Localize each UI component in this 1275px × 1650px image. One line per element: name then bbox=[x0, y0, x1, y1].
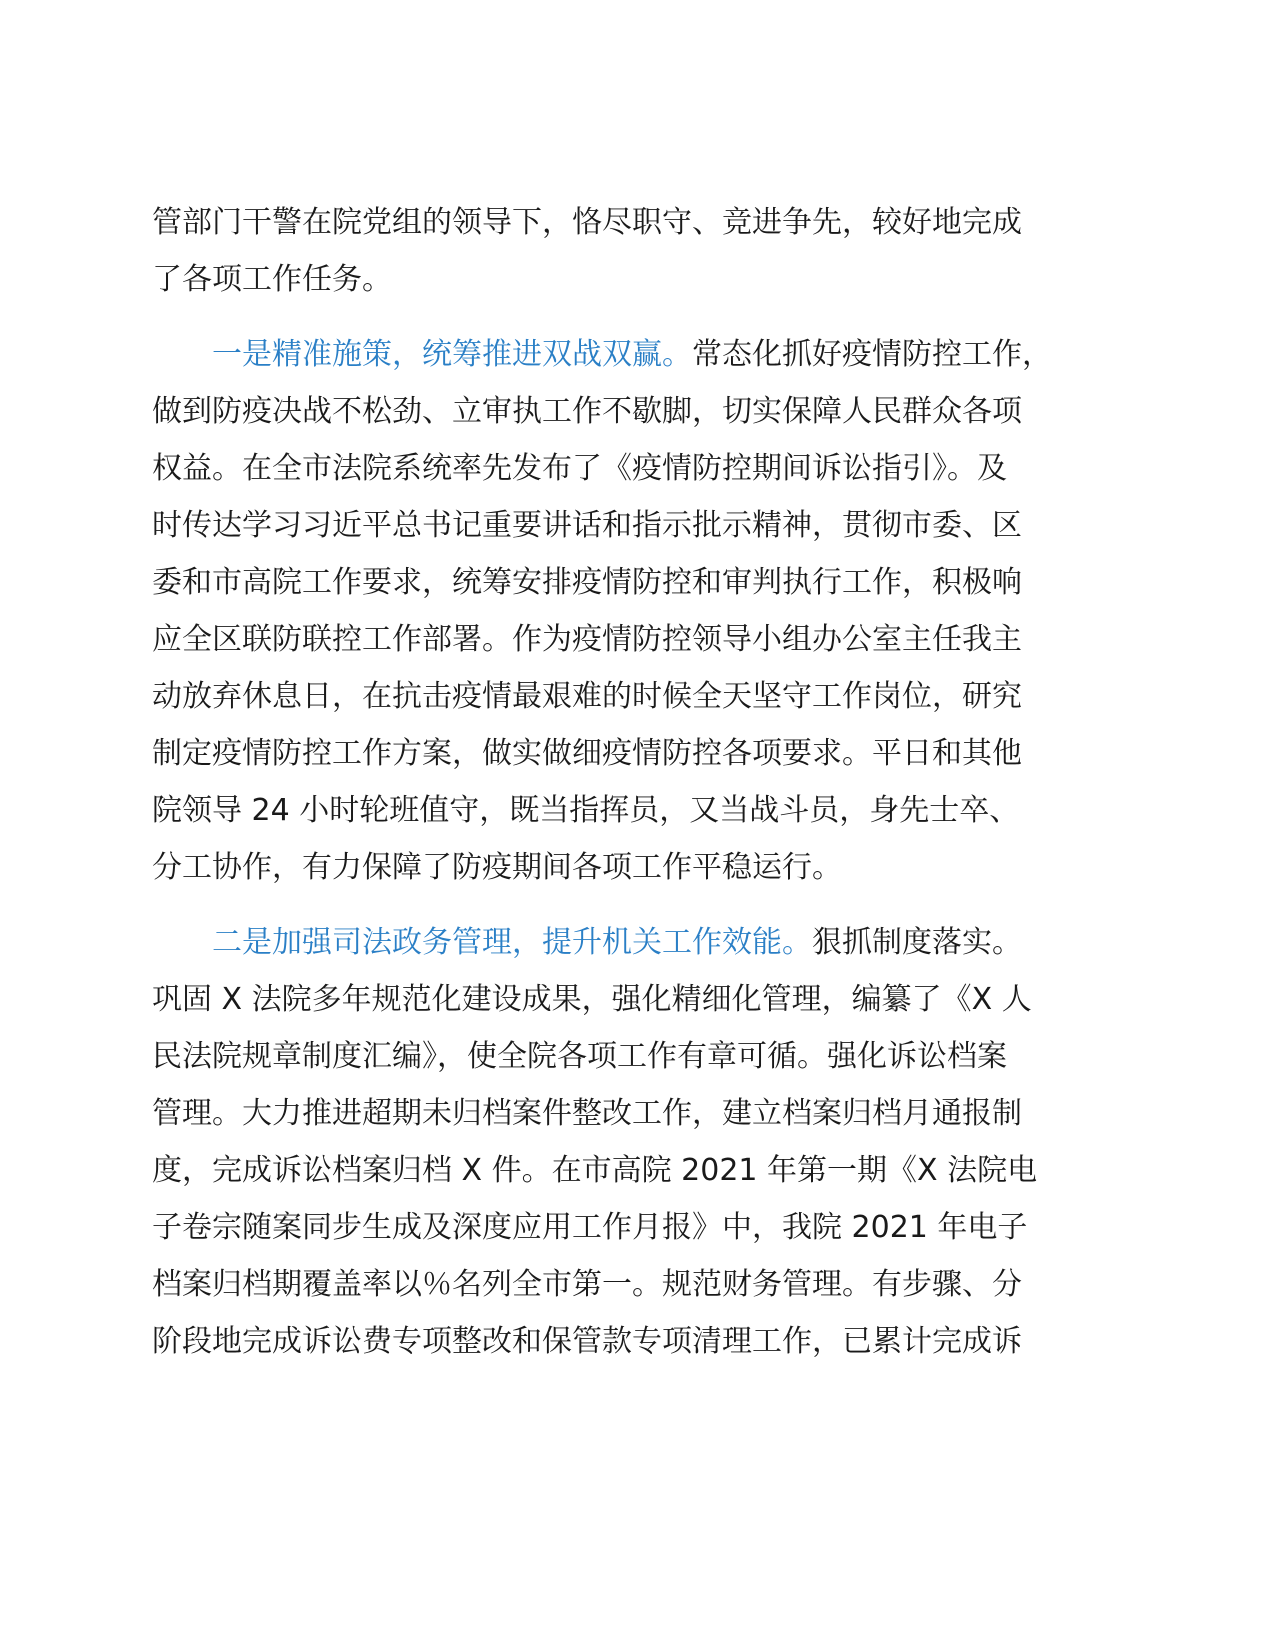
text-line: 分工协作，有力保障了防疫期间各项工作平稳运行。 bbox=[152, 850, 842, 885]
text-line: 管理。大力推进超期未归档案件整改工作，建立档案归档月通报制 bbox=[152, 1096, 1022, 1131]
text-line: 档案归档期覆盖率以％名列全市第一。规范财务管理。有步骤、分 bbox=[152, 1267, 1022, 1302]
text-line: 了各项工作任务。 bbox=[152, 262, 392, 297]
section-heading-management: 二是加强司法政务管理，提升机关工作效能。 bbox=[212, 925, 812, 960]
text-line bbox=[152, 326, 1132, 383]
text-line bbox=[152, 914, 1132, 971]
section-heading-epidemic: 一是精准施策，统筹推进双战双赢。 bbox=[212, 337, 692, 372]
text-line: 管部门干警在院党组的领导下，恪尽职守、竞进争先，较好地完成 bbox=[152, 205, 1022, 240]
text-line: 子卷宗随案同步生成及深度应用工作月报》中，我院 2021 年电子 bbox=[152, 1210, 1028, 1245]
text-line: 院领导 24 小时轮班值守，既当指挥员，又当战斗员，身先士卒、 bbox=[152, 793, 1020, 828]
text-line: 应全区联防联控工作部署。作为疫情防控领导小组办公室主任我主 bbox=[152, 622, 1022, 657]
paragraph-intro bbox=[152, 194, 1132, 308]
paragraph-judicial-management bbox=[152, 914, 1132, 1370]
text-line: 委和市高院工作要求，统筹安排疫情防控和审判执行工作，积极响 bbox=[152, 565, 1022, 600]
text-run: 狠抓制度落实。 bbox=[812, 925, 1022, 960]
text-line: 制定疫情防控工作方案，做实做细疫情防控各项要求。平日和其他 bbox=[152, 736, 1022, 771]
text-line: 巩固 X 法院多年规范化建设成果，强化精细化管理，编纂了《X 人 bbox=[152, 982, 1032, 1017]
text-line: 权益。在全市法院系统率先发布了《疫情防控期间诉讼指引》。及 bbox=[152, 451, 1007, 486]
text-line: 时传达学习习近平总书记重要讲话和指示批示精神，贯彻市委、区 bbox=[152, 508, 1022, 543]
text-line: 阶段地完成诉讼费专项整改和保管款专项清理工作，已累计完成诉 bbox=[152, 1324, 1022, 1359]
paragraph-epidemic-prevention bbox=[152, 326, 1132, 896]
text-line: 民法院规章制度汇编》，使全院各项工作有章可循。强化诉讼档案 bbox=[152, 1039, 1007, 1074]
document-body bbox=[152, 194, 1132, 1370]
text-line: 度，完成诉讼档案归档 X 件。在市高院 2021 年第一期《X 法院电 bbox=[152, 1153, 1038, 1188]
text-line: 做到防疫决战不松劲、立审执工作不歇脚，切实保障人民群众各项 bbox=[152, 394, 1022, 429]
text-line: 动放弃休息日，在抗击疫情最艰难的时候全天坚守工作岗位，研究 bbox=[152, 679, 1022, 714]
text-run: 常态化抓好疫情防控工作， bbox=[692, 337, 1052, 372]
